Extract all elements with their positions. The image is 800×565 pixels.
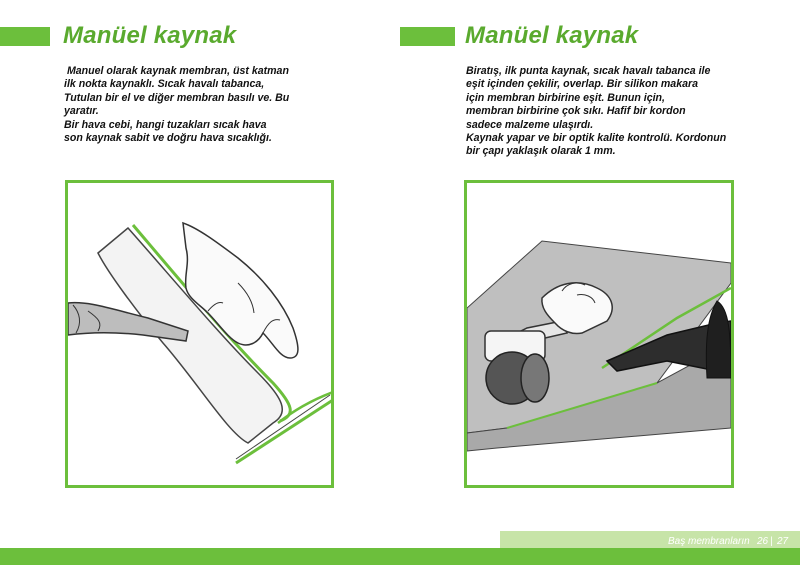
text-line: Manuel olarak kaynak membran, üst katman — [64, 65, 289, 77]
footer-page-right: 27 — [777, 536, 789, 547]
left-page-title: Manüel kaynak — [63, 22, 237, 49]
hand-welding-illustration — [68, 183, 331, 485]
left-paragraph — [64, 65, 354, 145]
left-title-bar — [0, 27, 50, 46]
text-line: Bir hava cebi, hangi tuzakları sıcak hava — [64, 118, 267, 131]
text-line: sadece malzeme ulaşırdı. — [466, 118, 594, 131]
text-line: eşit içinden çekilir, overlap. Bir silikon makara — [466, 78, 698, 91]
text-line: membran birbirine çok sıkı. Hafif bir kordon — [466, 105, 686, 118]
text-line: Biratış, ilk punta kaynak, sıcak havalı tabanca ile — [466, 65, 711, 77]
right-illustration-frame — [464, 180, 734, 488]
footer-accent-light — [500, 531, 800, 548]
footer-bar — [0, 548, 800, 565]
text-line: yaratır. — [64, 105, 99, 118]
text-line: için membran birbirine eşit. Bunun için, — [466, 91, 665, 104]
left-illustration-frame — [65, 180, 334, 488]
right-title-bar — [400, 27, 455, 46]
text-line: ilk nokta kaynaklı. Sıcak havalı tabanca, — [64, 78, 265, 91]
footer-page-left: 26 — [757, 536, 769, 547]
text-line: bir çapı yaklaşık olarak 1 mm. — [466, 145, 616, 158]
right-page-title: Manüel kaynak — [465, 22, 639, 49]
text-line: son kaynak sabit ve doğru hava sıcaklığı. — [64, 132, 272, 145]
roller-welding-illustration — [467, 183, 731, 485]
right-paragraph — [466, 65, 766, 159]
footer-section-label: Baş membranların — [668, 536, 750, 547]
text-line: Kaynak yapar ve bir optik kalite kontrolü. Kordonun — [466, 132, 727, 145]
footer-page-separator: | — [770, 536, 773, 547]
text-line: Tutulan bir el ve diğer membran basılı ve. Bu — [64, 91, 290, 104]
